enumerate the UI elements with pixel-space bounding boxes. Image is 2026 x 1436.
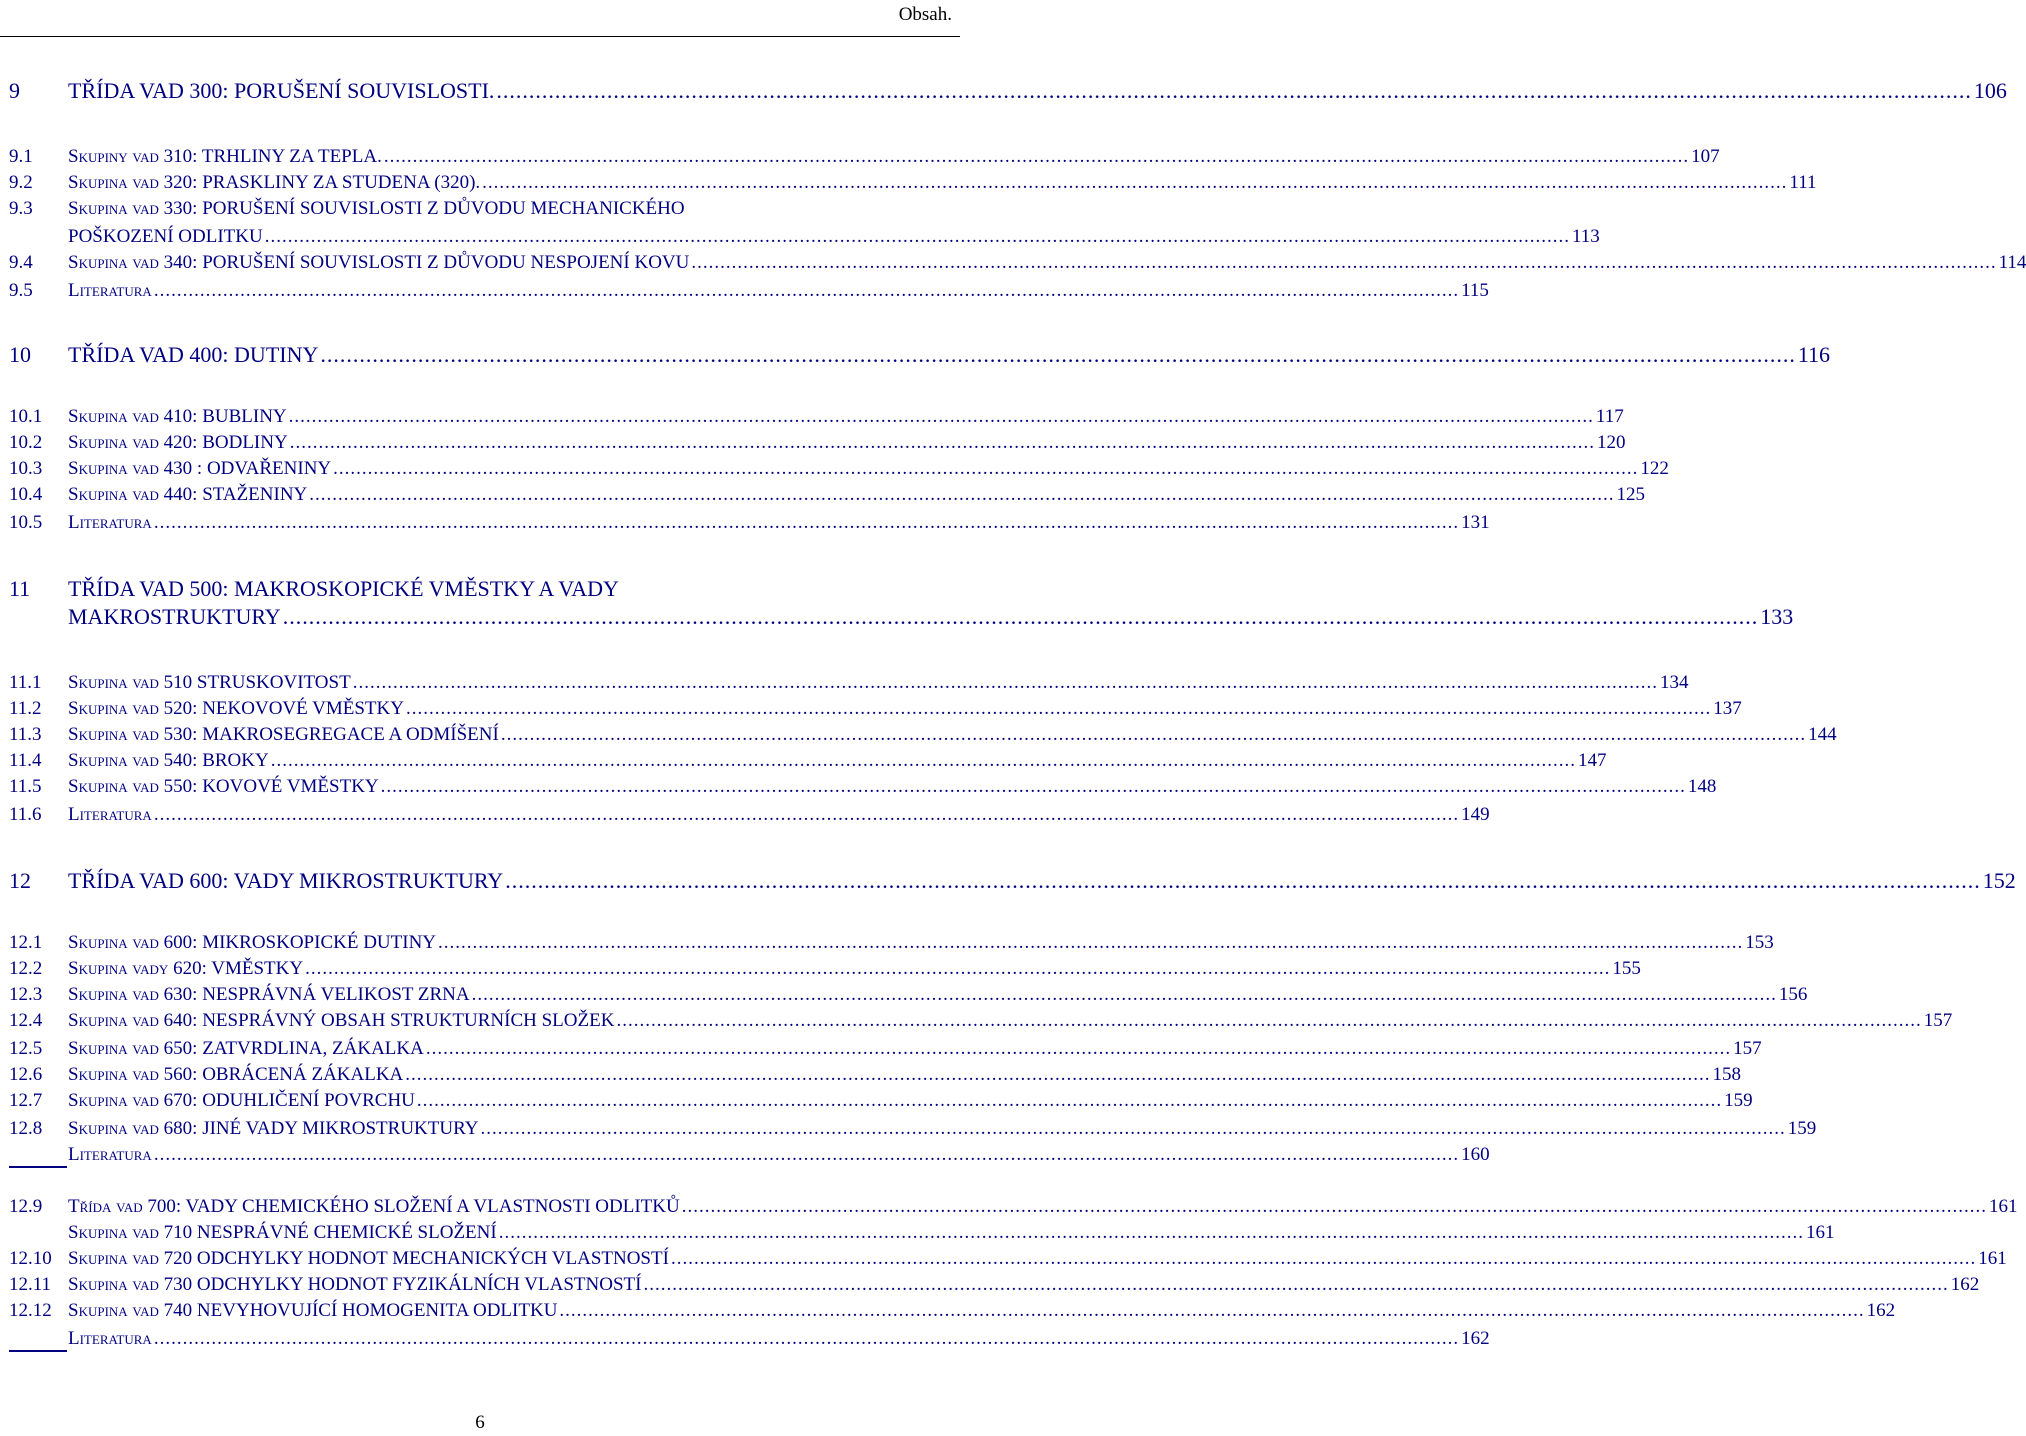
toc-dot-leader: ...................................................................................................................................................................................................................................	[383, 146, 1690, 167]
toc-dot-leader: ...................................................................................................................................................................................................................................	[153, 512, 1460, 533]
toc-dot-leader: ...................................................................................................................................................................................................................................	[320, 342, 1796, 367]
toc-entry-number: 9.3	[9, 198, 33, 219]
toc-entry-number: 12.10	[9, 1248, 52, 1269]
toc-chapter-entry[interactable]	[0, 576, 960, 602]
toc-entry-prefix: Literatura	[68, 1328, 152, 1349]
toc-entry-number: 12.6	[9, 1064, 43, 1085]
toc-entry-number: 12.2	[9, 958, 43, 979]
toc-page-number: 131	[1461, 512, 1490, 533]
toc-entry-number: 12.3	[9, 984, 43, 1005]
toc-page-number: 149	[1461, 804, 1490, 825]
toc-entry-text: 420: BODLINY	[158, 432, 288, 453]
toc-section-entry[interactable]	[0, 1274, 1980, 1300]
blank-number-rule	[9, 1166, 67, 1168]
toc-page-number: 134	[1659, 672, 1689, 693]
toc-section-entry[interactable]	[0, 1300, 1896, 1326]
toc-entry-title	[68, 1064, 403, 1086]
toc-entry-text: 600: MIKROSKOPICKÉ DUTINY	[158, 932, 437, 953]
toc-entry-title	[68, 252, 689, 274]
toc-page-number: 155	[1612, 958, 1641, 979]
toc-entry-title	[68, 724, 499, 746]
toc-dot-leader: ...................................................................................................................................................................................................................................	[153, 1328, 1460, 1349]
toc-entry-text: 310: TRHLINY ZA TEPLA.	[158, 146, 382, 167]
toc-page-number: 122	[1640, 458, 1669, 479]
toc-entry-title	[68, 1222, 497, 1244]
toc-entry-prefix: Skupina vad	[68, 750, 159, 771]
toc-entry-number: 11	[9, 576, 31, 601]
toc-entry-prefix: Skupina vady	[68, 958, 169, 979]
toc-section-entry[interactable]	[0, 146, 1720, 172]
toc-dot-leader: ...................................................................................................................................................................................................................................	[153, 804, 1460, 825]
toc-dot-leader: ...................................................................................................................................................................................................................................	[559, 1300, 1865, 1321]
toc-entry-text: MAKROSTRUKTURY	[68, 604, 281, 629]
toc-entry-text: 530: MAKROSEGREGACE A ODMÍŠENÍ	[158, 724, 499, 745]
toc-page-number: 137	[1713, 698, 1742, 719]
toc-entry-title	[68, 484, 307, 506]
toc-entry-number: 12.7	[9, 1090, 43, 1111]
toc-page-number: 125	[1616, 484, 1646, 505]
toc-entry-text: POŠKOZENÍ ODLITKU	[68, 226, 263, 247]
toc-entry-title	[68, 172, 480, 194]
toc-section-entry[interactable]	[0, 226, 1600, 252]
toc-dot-leader: ...................................................................................................................................................................................................................................	[471, 984, 1777, 1005]
toc-dot-leader: ...................................................................................................................................................................................................................................	[505, 868, 1981, 893]
toc-dot-leader: ...................................................................................................................................................................................................................................	[309, 484, 1615, 505]
toc-entry-text: 520: NEKOVOVÉ VMĚSTKY	[158, 698, 404, 719]
toc-entry-text: 330: PORUŠENÍ SOUVISLOSTI Z DŮVODU MECHANICKÉHO	[158, 198, 685, 219]
toc-entry-prefix: Skupina vad	[68, 198, 159, 219]
toc-section-entry[interactable]	[0, 750, 1607, 776]
toc-entry-text: 640: NESPRÁVNÝ OBSAH STRUKTURNÍCH SLOŽEK	[158, 1010, 615, 1031]
toc-entry-number: 10.1	[9, 406, 43, 427]
toc-dot-leader: ...................................................................................................................................................................................................................................	[480, 1118, 1786, 1139]
toc-page-number: 120	[1596, 432, 1626, 453]
toc-page-number: 116	[1797, 342, 1831, 367]
toc-entry-title	[68, 512, 152, 534]
toc-entry-prefix: Literatura	[68, 512, 152, 533]
toc-dot-leader: ...................................................................................................................................................................................................................................	[305, 958, 1611, 979]
toc-dot-leader: ...................................................................................................................................................................................................................................	[405, 1064, 1711, 1085]
toc-entry-prefix: Skupina vad	[68, 432, 159, 453]
toc-dot-leader: ...................................................................................................................................................................................................................................	[405, 698, 1712, 719]
page-header	[0, 0, 960, 37]
toc-entry-number: 11.4	[9, 750, 42, 771]
toc-entry-title	[68, 1118, 478, 1140]
toc-entry-text: 430 : ODVAŘENINY	[158, 458, 332, 479]
toc-section-entry[interactable]	[0, 1118, 1817, 1144]
toc-section-entry[interactable]	[0, 698, 1742, 724]
toc-entry-title	[68, 1274, 641, 1296]
toc-entry-title	[68, 868, 503, 894]
toc-entry-title	[68, 432, 288, 454]
toc-entry-prefix: Skupina vad	[68, 1248, 159, 1269]
toc-entry-number: 12.8	[9, 1118, 43, 1139]
toc-section-entry[interactable]	[0, 932, 1774, 958]
toc-entry-title	[68, 576, 619, 602]
toc-entry-title	[68, 146, 382, 168]
toc-section-entry[interactable]	[0, 406, 1624, 432]
toc-entry-number: 10	[9, 342, 31, 367]
toc-entry-title	[68, 406, 287, 428]
toc-section-entry[interactable]	[0, 1196, 2018, 1222]
toc-section-entry[interactable]	[0, 252, 2026, 278]
toc-entry-prefix: Skupina vad	[68, 984, 159, 1005]
toc-entry-text: 720 ODCHYLKY HODNOT MECHANICKÝCH VLASTNOSTÍ	[158, 1248, 669, 1269]
toc-entry-title	[68, 698, 404, 720]
toc-entry-title	[68, 1196, 680, 1218]
toc-entry-prefix: Skupina vad	[68, 1274, 159, 1295]
toc-page-number: 161	[1805, 1222, 1835, 1243]
toc-entry-title	[68, 750, 269, 772]
toc-page-number: 106	[1973, 78, 2007, 103]
toc-entry-text: 320: PRASKLINY ZA STUDENA (320).	[158, 172, 481, 193]
toc-dot-leader: ...................................................................................................................................................................................................................................	[496, 78, 1972, 103]
toc-dot-leader: ...................................................................................................................................................................................................................................	[500, 724, 1807, 745]
toc-section-entry[interactable]	[0, 1090, 1753, 1116]
toc-dot-leader: ...................................................................................................................................................................................................................................	[498, 1222, 1804, 1243]
toc-page-number: 147	[1577, 750, 1607, 771]
toc-entry-prefix: Skupina vad	[68, 698, 159, 719]
toc-dot-leader: ...................................................................................................................................................................................................................................	[616, 1010, 1922, 1031]
toc-page-number: 159	[1724, 1090, 1753, 1111]
toc-entry-number: 11.6	[9, 804, 42, 825]
toc-dot-leader: ...................................................................................................................................................................................................................................	[288, 406, 1594, 427]
toc-dot-leader: ...................................................................................................................................................................................................................................	[425, 1038, 1732, 1059]
toc-entry-prefix: Literatura	[68, 804, 152, 825]
toc-entry-prefix: Skupina vad	[68, 1118, 159, 1139]
toc-entry-text: TŘÍDA VAD 300: PORUŠENÍ SOUVISLOSTI.	[68, 78, 495, 103]
toc-entry-title	[68, 1144, 152, 1166]
toc-entry-text: 340: PORUŠENÍ SOUVISLOSTI Z DŮVODU NESPOJENÍ KOVU	[158, 252, 690, 273]
toc-page-number: 133	[1760, 604, 1794, 629]
toc-page-number: 148	[1687, 776, 1717, 797]
toc-entry-prefix: Skupina vad	[68, 1038, 159, 1059]
toc-page-number: 162	[1866, 1300, 1896, 1321]
toc-dot-leader: ...................................................................................................................................................................................................................................	[289, 432, 1595, 453]
toc-entry-text: TŘÍDA VAD 600: VADY MIKROSTRUKTURY	[68, 868, 504, 893]
toc-entry-text: 680: JINÉ VADY MIKROSTRUKTURY	[158, 1118, 479, 1139]
toc-entry-number: 12.9	[9, 1196, 43, 1217]
toc-entry-text: 560: OBRÁCENÁ ZÁKALKA	[158, 1064, 404, 1085]
toc-entry-prefix: Skupina vad	[68, 672, 159, 693]
toc-entry-text: 510 STRUSKOVITOST	[158, 672, 351, 693]
toc-page-number: 158	[1712, 1064, 1742, 1085]
toc-entry-title	[68, 1038, 424, 1060]
toc-entry-text: 700: VADY CHEMICKÉHO SLOŽENÍ A VLASTNOSTI ODLITKŮ	[142, 1196, 680, 1217]
toc-entry-prefix: Skupina vad	[68, 484, 159, 505]
toc-section-entry[interactable]	[0, 724, 1837, 750]
toc-section-entry[interactable]	[0, 512, 1490, 538]
toc-entry-number: 11.5	[9, 776, 42, 797]
toc-entry-number: 9.5	[9, 280, 33, 301]
toc-entry-prefix: Skupina vad	[68, 932, 159, 953]
toc-chapter-entry[interactable]	[0, 868, 2016, 894]
toc-entry-title	[68, 78, 494, 104]
toc-dot-leader: ...................................................................................................................................................................................................................................	[681, 1196, 1987, 1217]
toc-page-number: 157	[1923, 1010, 1953, 1031]
toc-page-number: 107	[1691, 146, 1720, 167]
toc-page-number: 156	[1778, 984, 1808, 1005]
toc-entry-text: 740 NEVYHOVUJÍCÍ HOMOGENITA ODLITKU	[158, 1300, 558, 1321]
toc-entry-number: 10.5	[9, 512, 43, 533]
toc-entry-number: 10.2	[9, 432, 43, 453]
toc-entry-title	[68, 604, 281, 630]
toc-page-number: 161	[1978, 1248, 2007, 1269]
toc-entry-number: 9	[9, 78, 20, 103]
toc-dot-leader: ...................................................................................................................................................................................................................................	[352, 672, 1658, 693]
toc-entry-title	[68, 1090, 415, 1112]
toc-entry-title	[68, 776, 379, 798]
toc-page-number: 157	[1733, 1038, 1762, 1059]
toc-entry-number: 9.4	[9, 252, 33, 273]
toc-entry-title	[68, 458, 331, 480]
toc-entry-title	[68, 1328, 152, 1350]
toc-entry-text: TŘÍDA VAD 500: MAKROSKOPICKÉ VMĚSTKY A VADY	[68, 576, 619, 601]
blank-number-rule	[9, 1350, 67, 1352]
toc-chapter-entry[interactable]	[0, 78, 2007, 104]
header-title: Obsah.	[898, 4, 952, 25]
toc-entry-title	[68, 932, 436, 954]
toc-entry-text: 650: ZATVRDLINA, ZÁKALKA	[158, 1038, 424, 1059]
toc-section-entry[interactable]	[0, 484, 1646, 510]
toc-entry-text: TŘÍDA VAD 400: DUTINY	[68, 342, 319, 367]
page-number: 6	[475, 1412, 485, 1433]
toc-dot-leader: ...................................................................................................................................................................................................................................	[482, 172, 1788, 193]
toc-entry-text: 630: NESPRÁVNÁ VELIKOST ZRNA	[158, 984, 470, 1005]
toc-entry-number: 10.4	[9, 484, 43, 505]
toc-entry-title	[68, 1248, 669, 1270]
toc-page-number: 117	[1595, 406, 1624, 427]
toc-section-entry[interactable]	[0, 458, 1669, 484]
toc-entry-prefix: Skupina vad	[68, 1300, 159, 1321]
toc-entry-title	[68, 342, 318, 368]
toc-page-number: 115	[1461, 280, 1489, 301]
toc-section-entry[interactable]	[0, 280, 1489, 306]
toc-section-entry[interactable]	[0, 198, 960, 224]
toc-dot-leader: ...................................................................................................................................................................................................................................	[643, 1274, 1949, 1295]
toc-entry-number: 12	[9, 868, 31, 893]
toc-entry-number: 12.4	[9, 1010, 43, 1031]
toc-entry-prefix: Třída vad	[68, 1196, 143, 1217]
toc-entry-prefix: Skupina vad	[68, 1222, 159, 1243]
toc-entry-text: 550: KOVOVÉ VMĚSTKY	[158, 776, 379, 797]
toc-page-number: 152	[1982, 868, 2016, 893]
toc-entry-prefix: Skupina vad	[68, 1090, 159, 1111]
toc-page-number: 162	[1950, 1274, 1980, 1295]
toc-entry-number: 12.11	[9, 1274, 52, 1295]
toc-entry-title	[68, 280, 152, 302]
toc-entry-number: 12.12	[9, 1300, 52, 1321]
toc-entry-text: 440: STAŽENINY	[158, 484, 308, 505]
toc-section-entry[interactable]	[0, 1064, 1742, 1090]
toc-section-entry[interactable]	[0, 804, 1490, 830]
toc-dot-leader: ...................................................................................................................................................................................................................................	[416, 1090, 1723, 1111]
toc-entry-prefix: Skupina vad	[68, 172, 159, 193]
toc-section-entry[interactable]	[0, 432, 1626, 458]
toc-page-number: 153	[1745, 932, 1774, 953]
toc-entry-number: 9.2	[9, 172, 33, 193]
toc-dot-leader: ...................................................................................................................................................................................................................................	[264, 226, 1570, 247]
toc-entry-number: 12.5	[9, 1038, 43, 1059]
toc-dot-leader: ...................................................................................................................................................................................................................................	[438, 932, 1744, 953]
toc-page-number: 113	[1571, 226, 1600, 247]
toc-entry-prefix: Skupina vad	[68, 252, 159, 273]
toc-page-number: 144	[1808, 724, 1837, 745]
toc-entry-prefix: Skupina vad	[68, 724, 159, 745]
toc-entry-title	[68, 198, 685, 220]
toc-entry-number: 12.1	[9, 932, 43, 953]
toc-dot-leader: ...................................................................................................................................................................................................................................	[282, 604, 1759, 629]
toc-entry-text: 540: BROKY	[158, 750, 269, 771]
toc-entry-prefix: Skupina vad	[68, 776, 159, 797]
toc-entry-title	[68, 1300, 557, 1322]
toc-page-number: 159	[1787, 1118, 1817, 1139]
toc-entry-number: 9.1	[9, 146, 33, 167]
toc-chapter-entry[interactable]	[0, 342, 1831, 368]
toc-entry-text: 410: BUBLINY	[158, 406, 287, 427]
toc-section-entry[interactable]	[0, 1144, 1490, 1170]
toc-entry-title	[68, 226, 263, 248]
toc-entry-number: 11.2	[9, 698, 42, 719]
toc-chapter-entry[interactable]	[0, 604, 1794, 630]
toc-entry-number: 11.3	[9, 724, 42, 745]
toc-entry-title	[68, 672, 351, 694]
toc-section-entry[interactable]	[0, 172, 1817, 198]
toc-section-entry[interactable]	[0, 984, 1808, 1010]
toc-dot-leader: ...................................................................................................................................................................................................................................	[333, 458, 1639, 479]
toc-page-number: 160	[1461, 1144, 1490, 1165]
toc-section-entry[interactable]	[0, 1222, 1835, 1248]
toc-entry-prefix: Literatura	[68, 1144, 152, 1165]
toc-dot-leader: ...................................................................................................................................................................................................................................	[153, 1144, 1460, 1165]
toc-entry-title	[68, 958, 303, 980]
toc-dot-leader: ...................................................................................................................................................................................................................................	[153, 280, 1460, 301]
toc-dot-leader: ...................................................................................................................................................................................................................................	[691, 252, 1997, 273]
toc-entry-title	[68, 984, 470, 1006]
toc-section-entry[interactable]	[0, 672, 1689, 698]
toc-entry-number: 11.1	[9, 672, 42, 693]
toc-entry-title	[68, 804, 152, 826]
toc-section-entry[interactable]	[0, 1038, 1762, 1064]
toc-entry-text: 670: ODUHLIČENÍ POVRCHU	[158, 1090, 415, 1111]
toc-entry-prefix: Skupina vad	[68, 458, 159, 479]
toc-page-number: 114	[1998, 252, 2026, 273]
toc-dot-leader: ...................................................................................................................................................................................................................................	[270, 750, 1576, 771]
toc-entry-number: 10.3	[9, 458, 43, 479]
toc-dot-leader: ...................................................................................................................................................................................................................................	[670, 1248, 1977, 1269]
toc-page-number: 161	[1988, 1196, 2018, 1217]
toc-entry-text: 710 NESPRÁVNÉ CHEMICKÉ SLOŽENÍ	[158, 1222, 497, 1243]
toc-page-number: 111	[1789, 172, 1817, 193]
toc-entry-prefix: Skupina vad	[68, 1064, 159, 1085]
toc-dot-leader: ...................................................................................................................................................................................................................................	[380, 776, 1686, 797]
toc-section-entry[interactable]	[0, 1248, 2007, 1274]
toc-entry-prefix: Skupina vad	[68, 1010, 159, 1031]
toc-entry-prefix: Skupina vad	[68, 406, 159, 427]
toc-section-entry[interactable]	[0, 1328, 1490, 1354]
toc-section-entry[interactable]	[0, 776, 1717, 802]
toc-page-number: 162	[1461, 1328, 1490, 1349]
toc-section-entry[interactable]	[0, 958, 1641, 984]
toc-entry-prefix: Literatura	[68, 280, 152, 301]
toc-section-entry[interactable]	[0, 1010, 1953, 1036]
toc-entry-text: 620: VMĚSTKY	[168, 958, 304, 979]
toc-entry-text: 730 ODCHYLKY HODNOT FYZIKÁLNÍCH VLASTNOSTÍ	[158, 1274, 642, 1295]
toc-entry-title	[68, 1010, 614, 1032]
toc-entry-prefix: Skupiny vad	[68, 146, 159, 167]
